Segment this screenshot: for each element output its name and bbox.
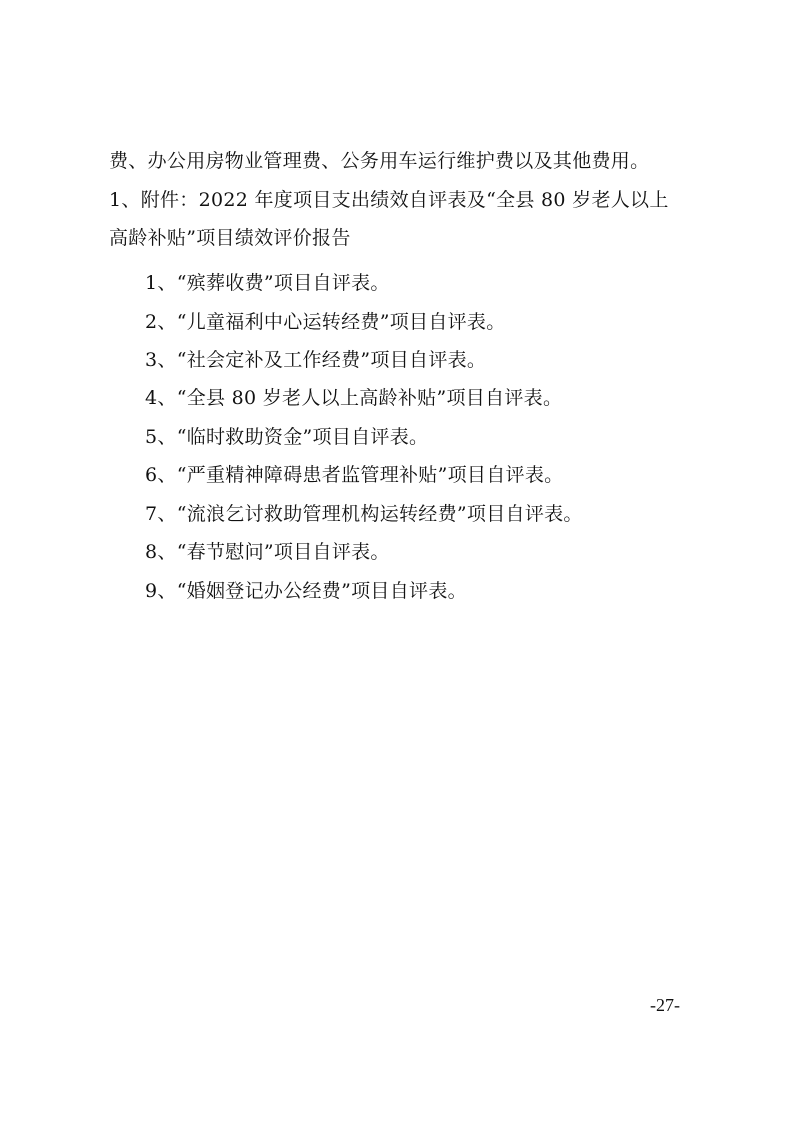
list-item: 6、“严重精神障碍患者监管理补贴”项目自评表。 — [145, 464, 564, 486]
list-item: 5、“临时救助资金”项目自评表。 — [145, 426, 429, 448]
paragraph-line-3: 高龄补贴”项目绩效评价报告 — [109, 227, 351, 249]
list-item: 4、“全县 80 岁老人以上高龄补贴”项目自评表。 — [145, 387, 563, 409]
list-item: 3、“社会定补及工作经费”项目自评表。 — [145, 349, 487, 371]
list-item: 2、“儿童福利中心运转经费”项目自评表。 — [145, 311, 506, 333]
list-item: 1、“殡葬收费”项目自评表。 — [145, 272, 390, 294]
list-item: 8、“春节慰问”项目自评表。 — [145, 541, 390, 563]
list-item: 9、“婚姻登记办公经费”项目自评表。 — [145, 580, 467, 602]
page-number: -27- — [650, 995, 680, 1015]
paragraph-line-2: 1、附件：2022 年度项目支出绩效自评表及“全县 80 岁老人以上 — [109, 189, 669, 211]
paragraph-line-1: 费、办公用房物业管理费、公务用车运行维护费以及其他费用。 — [109, 150, 650, 172]
list-item: 7、“流浪乞讨救助管理机构运转经费”项目自评表。 — [145, 503, 583, 525]
